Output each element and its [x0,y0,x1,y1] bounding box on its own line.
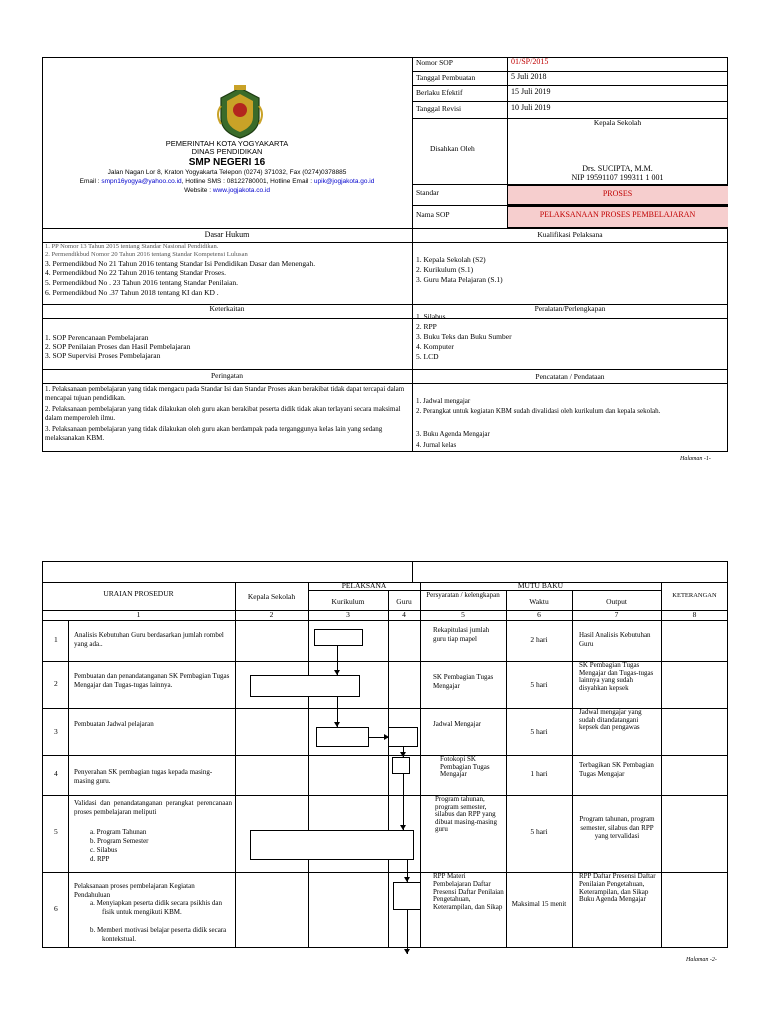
row-sub: a. Program Tahunan [90,828,147,836]
label-nomor: Nomor SOP [416,58,453,67]
row-no: 4 [54,769,58,778]
row-sub: b. Program Semester [90,837,149,845]
row-sub: b. Memberi motivasi belajar peserta didik secara kontekstual. [90,926,227,943]
email-link[interactable]: smpn16yogya@yahoo.co.id [101,178,182,185]
page-number: Halaman -2- [686,957,717,963]
row-output: SK Pembagian Tugas Mengajar dan Tugas-tugas lainnya yang sudah disyahkan kepsek [579,661,654,692]
row-no: 5 [54,827,58,836]
label-nama: Nama SOP [416,210,450,219]
kualifikasi-item: 1. Kepala Sekolah (S2) [416,255,486,264]
row-waktu: 1 hari [530,769,548,778]
row-sub: d. RPP [90,855,110,863]
label-berlaku: Berlaku Efektif [416,88,463,97]
peralatan-title: Peralatan/Perlengkapan [534,304,606,313]
row-uraian: Validasi dan penandatanganan perangkat perencanaan proses pembelajaran meliputi [74,799,232,816]
flow-process-box [388,727,418,747]
peralatan-item: 5. LCD [416,352,439,361]
dasar-hukum-title: Dasar Hukum [204,230,250,239]
header-kepsek: Kepala Sekolah [247,592,296,601]
label-disahkan: Disahkan Oleh [430,144,475,153]
label-revisi: Tanggal Revisi [416,104,462,113]
row-syarat: RPP Materi Pembelajaran Daftar Presensi Daftar Penilaian Pengetahuan, Keterampilan, dan Sikap [433,872,504,912]
flow-process-box [250,675,360,697]
label-tgl-buat: Tanggal Pembuatan [416,73,476,82]
row-syarat: Jadwal Mengajar [433,720,482,728]
row-uraian: Pelaksanaan proses pembelajaran Kegiatan Pendahuluan [74,882,195,899]
col-number: 1 [136,610,141,619]
dasar-hukum-item: 1. PP Nomor 13 Tahun 2015 tentang Standar Nasional Pendidikan. [45,243,219,250]
email-label: Email : [79,178,102,185]
keterkaitan-item: 3. SOP Supervisi Proses Pembelajaran [45,351,161,360]
value-revisi: 10 Juli 2019 [511,103,551,112]
row-waktu: 5 hari [530,827,548,836]
peralatan-item: 2. RPP [416,322,437,331]
row-uraian: Pembuatan Jadwal pelajaran [74,720,154,728]
peringatan-item: 1. Pelaksanaan pembelajaran yang tidak mengacu pada Standar Isi dan Standar Proses akan berakibat tidak dapat tercapai dalam mencapai tujuan pendidikan. [45,385,405,402]
pencatatan-title: Pencatatan / Pendataan [535,372,605,381]
website-line [42,187,412,196]
row-output: Hasil Analisis Kebutuhan Guru [579,631,651,648]
hotline-text: , Hotline SMS : 08122780001, Hotline Email : [181,178,314,185]
row-output: Terbagikan SK Pembagian Tugas Mengajar [579,761,654,778]
header-guru: Guru [396,597,412,606]
header-mutu: MUTU BAKU [517,581,564,590]
contact-line [42,178,412,187]
value-tgl-buat: 5 Juli 2018 [511,72,547,81]
row-waktu: 2 hari [530,635,548,644]
flow-process-box [316,727,369,747]
row-waktu: 5 hari [530,680,548,689]
dasar-hukum-item: 2. Permendikbud Nomor 20 Tahun 2016 tentang Standar Kompetensi Lulusan [45,251,248,258]
website-link[interactable]: www.jogjakota.co.id [212,187,270,194]
col-number: 8 [692,610,697,619]
dasar-hukum-item: 3. Permendikbud No 21 Tahun 2016 tentang Standar Isi Pendidikan Dasar dan Menengah. [45,259,316,268]
approver-name: Drs. SUCIPTA, M.M. [582,164,653,173]
flow-process-box [393,882,421,910]
email2-link[interactable]: upik@jogjakota.go.id [313,178,375,185]
peralatan-item: 3. Buku Teks dan Buku Sumber [416,332,512,341]
row-syarat: Rekapitulasi jumlah guru tiap mapel [433,626,490,643]
col-number: 6 [537,610,541,619]
flow-process-box [392,757,410,774]
col-number: 7 [614,610,619,619]
flow-process-box [314,629,363,646]
col-number: 3 [346,610,350,619]
website-label: Website : [184,187,213,194]
row-waktu: 5 hari [530,727,548,736]
header-output: Output [606,597,627,606]
header-pelaksana: PELAKSANA [341,581,387,590]
label-standar: Standar [416,188,439,197]
value-standar: PROSES [602,189,633,198]
peringatan-item: 3. Pelaksanaan pembelajaran yang tidak dilakukan oleh guru akan berdampak pada terganggunya kelas lain yang sedang melaksanakan KBM. [45,425,383,442]
approver-nip: NIP 19591107 199311 1 001 [571,173,664,182]
row-uraian: Analisis Kebutuhan Guru berdasarkan jumlah rombel yang ada.. [74,631,224,648]
yogyakarta-emblem-icon [215,84,265,140]
school-name: SMP NEGERI 16 [188,157,266,168]
dasar-hukum-item: 5. Permendikbud No . 23 Tahun 2016 tentang Standar Penilaian. [45,278,239,287]
page-number: Halaman -1- [680,456,711,462]
pencatatan-item: 2. Perangkat untuk kegiatan KBM sudah divalidasi oleh kurikulum dan kepala sekolah. [416,407,661,415]
row-output: RPP Daftar Presensi Daftar Penilaian Pengetahuan, Keterampilan, dan Sikap Buku Agenda Mengajar [579,872,656,904]
keterkaitan-item: 2. SOP Penilaian Proses dan Hasil Pembelajaran [45,342,191,351]
row-syarat: Program tahunan, program semester, silabus dan RPP yang dibuat masing-masing guru [435,795,498,833]
value-nomor: 01/SP/2015 [511,57,549,66]
header-uraian: URAIAN PROSEDUR [103,589,174,598]
row-no: 1 [54,635,58,644]
school-address: Jalan Nagan Lor 8, Kraton Yogyakarta Telepon (0274) 371032, Fax (0274)0378885 [107,169,347,176]
keterkaitan-item: 1. SOP Perencanaan Pembelajaran [45,333,149,342]
pencatatan-item: 1. Jadwal mengajar [416,397,471,405]
flow-process-box [250,830,414,860]
value-berlaku: 15 Juli 2019 [511,87,551,96]
header-keterangan: KETERANGAN [672,592,717,599]
header-persyaratan: Persyaratan / kelengkapan [426,591,500,599]
dasar-hukum-item: 6. Permendikbud No .37 Tahun 2018 tentang KI dan KD . [45,288,219,297]
row-uraian: Penyerahan SK pembagian tugas kepada masing-masing guru. [74,768,213,785]
row-output: Program tahunan, program semester, silabus dan RPP yang tervalidasi [579,815,655,840]
gov-name: PEMERINTAH KOTA YOGYAKARTA [165,139,289,148]
dasar-hukum-item: 4. Permendikbud No 22 Tahun 2016 tentang Standar Proses. [45,268,226,277]
col-number: 2 [269,610,274,619]
row-no: 2 [54,679,58,688]
row-output: Jadwal mengajar yang sudah ditandatangani kepsek dan pengawas [579,708,642,731]
kualifikasi-item: 2. Kurikulum (S.1) [416,265,474,274]
value-nama: PELAKSANAAN PROSES PEMBELAJARAN [539,210,696,219]
peralatan-item: 4. Komputer [416,342,454,351]
pencatatan-item: 3. Buku Agenda Mengajar [416,430,490,438]
row-sub: c. Silabus [90,846,118,854]
peringatan-item: 2. Pelaksanaan pembelajaran yang tidak dilakukan oleh guru akan berakibat peserta didik tidak akan terlayani secara maksimal dalam memperoleh ilmu. [45,405,401,422]
row-no: 3 [54,727,58,736]
keterkaitan-title: Keterkaitan [209,304,245,313]
peralatan-item: 1. Silabus [416,312,446,321]
col-number: 5 [461,610,465,619]
header-kurikulum: Kurikulum [331,597,365,606]
kualifikasi-title: Kualifikasi Pelaksana [537,230,603,239]
dept-name: DINAS PENDIDIKAN [191,147,263,156]
kualifikasi-item: 3. Guru Mata Pelajaran (S.1) [416,275,503,284]
col-number: 4 [402,610,406,619]
row-syarat: Fotokopi SK Pembagian Tugas Mengajar [440,755,490,778]
peringatan-title: Peringatan [210,371,244,380]
pencatatan-item: 4. Jurnal kelas [416,441,457,449]
row-syarat: SK Pembagian Tugas Mengajar [433,673,494,690]
header-waktu: Waktu [529,597,549,606]
row-waktu: Maksimal 15 menit [511,900,567,908]
row-no: 6 [54,904,58,913]
approver-title: Kepala Sekolah [593,118,642,127]
row-uraian: Pembuatan dan penandatanganan SK Pembagian Tugas Mengajar dan Tugas-tugas lainnya. [74,672,230,689]
row-sub: a. Menyiapkan peserta didik secara psikhis dan fisik untuk mengikuti KBM. [90,899,222,916]
